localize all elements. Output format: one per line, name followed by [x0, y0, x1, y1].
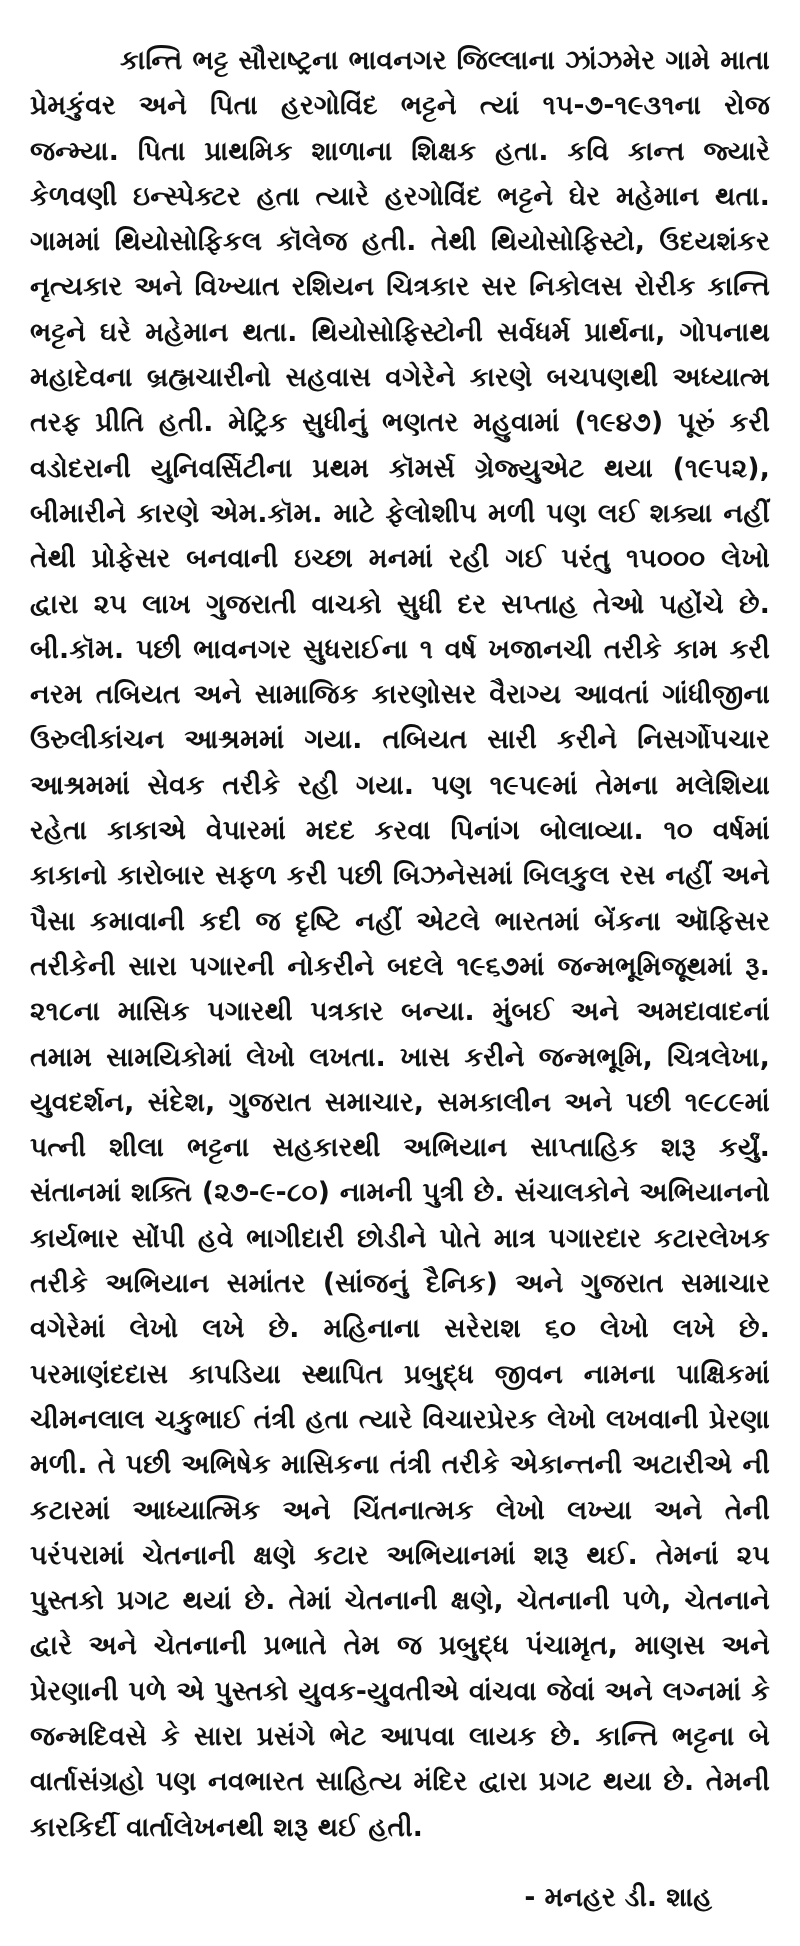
biography-paragraph: કાન્તિ ભટ્ટ સૌરાષ્ટ્રના ભાવનગર જિલ્લાના ઝાંઝમેર ગામે માતા પ્રેમકુંવર અને પિતા હરગોવિંદ ભટ્ટને ત્યાં ૧૫-૭-૧૯૩૧ના રોજ જન્મ્યા. પિતા પ્રાથમિક શાળાના શિક્ષક હતા. કવિ કાન્ત જ્યારે કેળવણી ઇન્સ્પેક્ટર હતા ત્યારે હરગોવિંદ ભટ્ટને ઘેર મહેમાન થતા. ગામમાં થિયોસોફિકલ કૉલેજ હતી. તેથી થિયોસોફિસ્ટો, ઉદયશંકર નૃત્યકાર અને વિખ્યાત રશિયન ચિત્રકાર સર નિકોલસ રોરીક કાન્તિ ભટ્ટને ઘરે મહેમાન થતા. થિયોસોફિસ્ટોની સર્વધર્મ પ્રાર્થના, ગોપનાથ મહાદેવના બ્રહ્મચારીનો સહવાસ વગેરેને કારણે બચપણથી અધ્યાત્મ તરફ પ્રીતિ હતી. મેટ્રિક સુધીનું ભણતર મહુવામાં (૧૯૪૭) પૂરું કરી વડોદરાની યુનિવર્સિટીના પ્રથમ કૉમર્સ ગ્રેજ્યુએટ થયા (૧૯૫૨), બીમારીને કારણે એમ.કૉમ. માટે ફેલોશીપ મળી પણ લઈ શક્યા નહીં તેથી પ્રોફેસર બનવાની ઇચ્છા મનમાં રહી ગઈ પરંતુ ૧૫૦૦૦ લેખો દ્વારા ૨૫ લાખ ગુજરાતી વાચકો સુધી દર સપ્તાહ તેઓ પહોંચે છે. બી.કૉમ. પછી ભાવનગર સુધરાઈના ૧ વર્ષ ખજાનચી તરીકે કામ કરી નરમ તબિયત અને સામાજિક કારણોસર વૈરાગ્ય આવતાં ગાંધીજીના ઉરુલીકાંચન આશ્રમમાં ગયા. તબિયત સારી કરીને નિસર્ગોપચાર આશ્રમમાં સેવક તરીકે રહી ગયા. પણ ૧૯૫૯માં તેમના મલેશિયા રહેતા કાકાએ વેપારમાં મદદ કરવા પિનાંગ બોલાવ્યા. ૧૦ વર્ષમાં કાકાનો કારોબાર સફળ કરી પછી બિઝનેસમાં બિલકુલ રસ નહીં અને પૈસા કમાવાની કદી જ દૃષ્ટિ નહીં એટલે ભારતમાં બેંકના ઑફિસર તરીકેની સારા પગારની નોકરીને બદલે ૧૯૬૭માં જન્મભૂમિજૂથમાં રૂ. ૨૧૮ના માસિક પગારથી પત્રકાર બન્યા. મુંબઈ અને અમદાવાદનાં તમામ સામયિકોમાં લેખો લખતા. ખાસ કરીને જન્મભૂમિ, ચિત્રલેખા, યુવદર્શન, સંદેશ, ગુજરાત સમાચાર, સમકાલીન અને પછી ૧૯૮૯માં પત્ની શીલા ભટ્ટના સહકારથી અભિયાન સાપ્તાહિક શરૂ કર્યું. સંતાનમાં શક્તિ (૨૭-૯-૮૦) નામની પુત્રી છે. સંચાલકોને અભિયાનનો કાર્યભાર સોંપી હવે ભાગીદારી છોડીને પોતે માત્ર પગારદાર કટારલેખક તરીકે અભિયાન સમાંતર (સાંજનું દૈનિક) અને ગુજરાત સમાચાર વગેરેમાં લેખો લખે છે. મહિનાના સરેરાશ ૬૦ લેખો લખે છે. પરમાણંદદાસ કાપડિયા સ્થાપિત પ્રબુદ્ધ જીવન નામના પાક્ષિકમાં ચીમનલાલ ચકુભાઈ તંત્રી હતા ત્યારે વિચારપ્રેરક લેખો લખવાની પ્રેરણા મળી. તે પછી અભિષેક માસિકના તંત્રી તરીકે એકાન્તની અટારીએ ની કટારમાં આધ્યાત્મિક અને ચિંતનાત્મક લેખો લખ્યા અને તેની પરંપરામાં ચેતનાની ક્ષણે કટાર અભિયાનમાં શરૂ થઈ. તેમનાં ૨૫ પુસ્તકો પ્રગટ થયાં છે. તેમાં ચેતનાની ક્ષણે, ચેતનાની પળે, ચેતનાને દ્વારે અને ચેતનાની પ્રભાતે તેમ જ પ્રબુદ્ધ પંચામૃત, માણસ અને પ્રેરણાની પળે એ પુસ્તકો યુવક-યુવતીએ વાંચવા જેવાં અને લગ્નમાં કે જન્મદિવસે કે સારા પ્રસંગે ભેટ આપવા લાયક છે. કાન્તિ ભટ્ટના બે વાર્તાસંગ્રહો પણ નવભારત સાહિત્ય મંદિર દ્વારા પ્રગટ થયા છે. તેમની કારકિર્દી વાર્તાલેખનથી શરૂ થઈ હતી. [30, 45, 770, 1843]
author-signature: - મનહર ડી. શાહ [524, 1882, 712, 1913]
